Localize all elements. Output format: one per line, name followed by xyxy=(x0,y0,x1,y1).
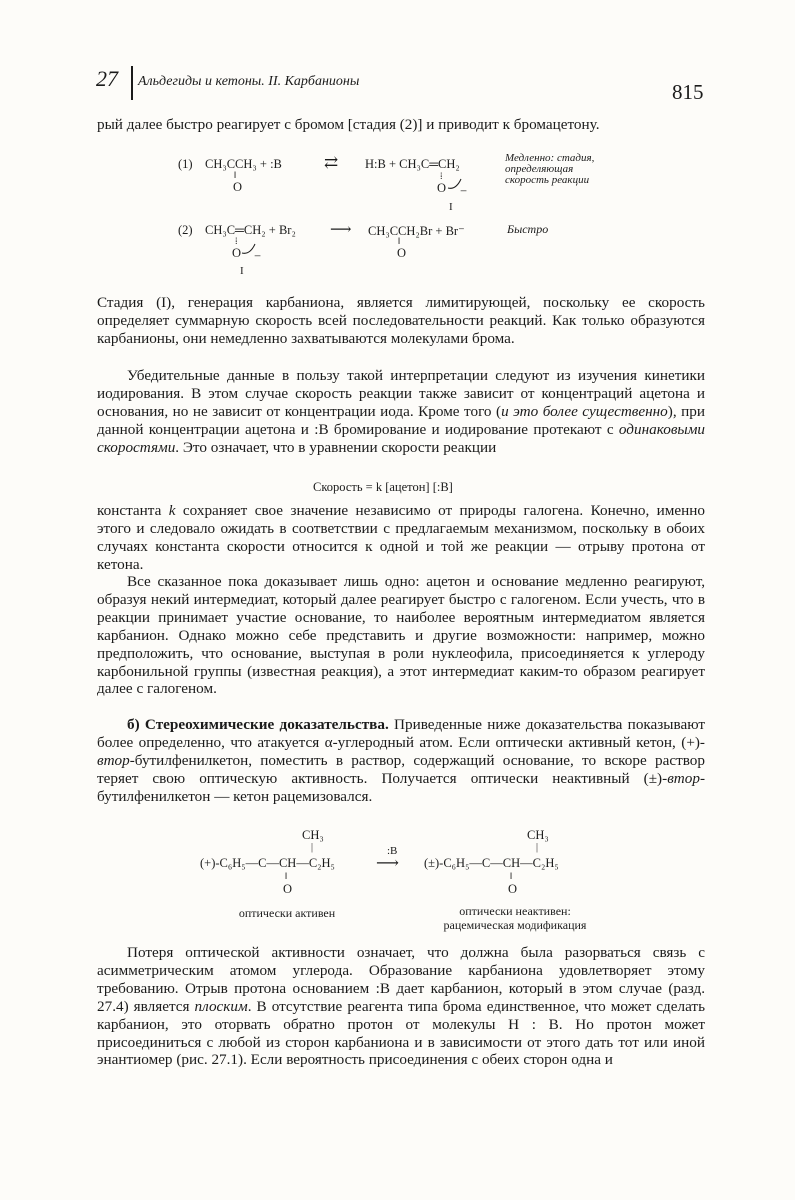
paragraph-constant: константа k сохраняет свое значение независимо от природы галогена. Конечно, именно этого и следовало ожидать в соответствии с предлагаемым механизмом, поскольку в обоих случаях константа скорости относится к одной и той же реакции — отрыву протона от кетона. xyxy=(97,502,705,573)
reaction-2-anion-oxygen: O xyxy=(232,246,242,260)
partial-bond-mark: ⁞ xyxy=(440,171,443,181)
reaction-2-minus: − xyxy=(254,249,262,263)
reaction-2-note: Быстро xyxy=(507,222,549,236)
left-vertical-bond: | xyxy=(311,842,314,853)
reaction-1-note-3: скорость реакции xyxy=(505,174,590,186)
reaction-1-product: H:B + CH₃C═CH₂ xyxy=(365,157,460,171)
reaction-2-label: (2) xyxy=(178,223,193,237)
left-double-bond: ‖ xyxy=(285,871,288,881)
right-double-bond: ‖ xyxy=(510,871,513,881)
paragraph-stereochemistry: б) Стереохимические доказательства. Приведенные ниже доказательства показывают более определенно, что атакуется α-углеродный атом. Если оптически активный кетон, (+)-втор-бутилфенилкетон, поместить в раствор, содержащий основание, то вскоре раствор теряет свою оптическую активность. Получается оптически неактивный (±)-втор-бутилфенилкетон — кетон рацемизовался. xyxy=(97,716,705,805)
chapter-number: 27 xyxy=(96,66,118,91)
paragraph-optical-loss: Потеря оптической активности означает, что должна была разорваться связь с асимметрическим атомом углерода. Образование карбаниона удовлетворяет этому требованию. Отрыв протона основанием :В дает карбанион, который в этом случае (разд. 27.4) является плоским. В отсутствие реагента типа брома единственное, что может сделать карбанион, это оторвать обратно протон от молекулы Н : В. Но протон может присоединиться с любой из сторон карбаниона и в зависимости от этого дать тот или иной энантиомер (рис. 27.1). Если вероятность присоединения с обеих сторон одна и xyxy=(97,944,705,1069)
right-vertical-bond: | xyxy=(536,842,539,853)
chapter-title: Альдегиды и кетоны. II. Карбанионы xyxy=(138,74,360,89)
left-methyl: CH₃ xyxy=(302,828,324,842)
caption-left: оптически активен xyxy=(238,906,336,920)
paragraph-stage: Стадия (I), генерация карбаниона, является лимитирующей, поскольку ее скорость определяет суммарную скорость всей последовательности реакций. Как только образуются карбанионы, они немедленно захватываются молекулами брома. xyxy=(97,294,705,347)
reaction-1-marker: I xyxy=(449,201,453,213)
paragraph-intermediate: Все сказанное пока доказывает лишь одно: ацетон и основание медленно реагируют, образуя некий интермедиат, который далее реагирует быстро с галогеном. Если учесть, что в реакции принимает участие основание, то наиболее вероятным интермедиатом является карбанион. Однако можно себе представить и другие возможности: например, можно предположить, что основание, выступая в роли нуклеофила, присоединяется к углероду карбонильной группы (известная реакция), а этот интермедиат каким-то образом реагирует далее с галогеном. xyxy=(97,573,705,698)
page-number: 815 xyxy=(672,80,704,104)
reaction-arrow: ⟶ xyxy=(330,222,352,238)
left-formula: (+)-C₆H₅—C—CH—C₂H₅ xyxy=(200,856,335,870)
racemization-arrow: ⟶ xyxy=(376,855,399,872)
reaction-1-anion-oxygen: O xyxy=(437,181,447,195)
reaction-1-oxygen: O xyxy=(233,180,243,194)
reaction-2-reactant: CH₃C═CH₂ + Br₂ xyxy=(205,223,296,237)
reaction-1-note-1: Медленно: стадия, xyxy=(505,152,595,164)
right-formula: (±)-C₆H₅—C—CH—C₂H₅ xyxy=(424,856,559,870)
reaction-1-reactant: CH₃CCH₃ + :B xyxy=(205,157,282,171)
reaction-2-oxygen: O xyxy=(397,246,407,260)
paragraph-intro: рый далее быстро реагирует с бромом [стадия (2)] и приводит к бромацетону. xyxy=(97,116,600,133)
right-oxygen: O xyxy=(508,882,518,896)
paragraph-kinetics: Убедительные данные в пользу такой интерпретации следуют из изучения кинетики иодирования. В этом случае скорость реакции также зависит от концентраций ацетона и основания, но не зависит от концентрации иода. Кроме того (и это более существенно), при данной концентрации ацетона и :В бромирование и иодирование протекают с одинаковыми скоростями. Это означает, что в уравнении скорости реакции xyxy=(97,367,705,456)
partial-bond-mark-2: ⁞ xyxy=(235,236,238,246)
base-reagent: :B xyxy=(387,845,398,857)
double-bond-mark: ‖ xyxy=(234,170,237,180)
right-methyl: CH₃ xyxy=(527,828,549,842)
equilibrium-arrow: ⇄ xyxy=(324,153,339,172)
reaction-2-product: CH₃CCH₂Br + Br⁻ xyxy=(368,224,465,238)
header-rule xyxy=(131,66,133,100)
double-bond-mark-2: ‖ xyxy=(398,236,401,246)
caption-right: оптически неактивен: рацемическая модификация xyxy=(443,904,587,932)
reaction-1-label: (1) xyxy=(178,157,193,171)
reaction-1-minus: − xyxy=(460,184,468,198)
reaction-1-note-2: определяющая xyxy=(505,163,574,175)
left-oxygen: O xyxy=(283,882,293,896)
reaction-2-marker: I xyxy=(240,265,244,277)
rate-equation: Скорость = k [ацетон] [:В] xyxy=(313,480,453,494)
